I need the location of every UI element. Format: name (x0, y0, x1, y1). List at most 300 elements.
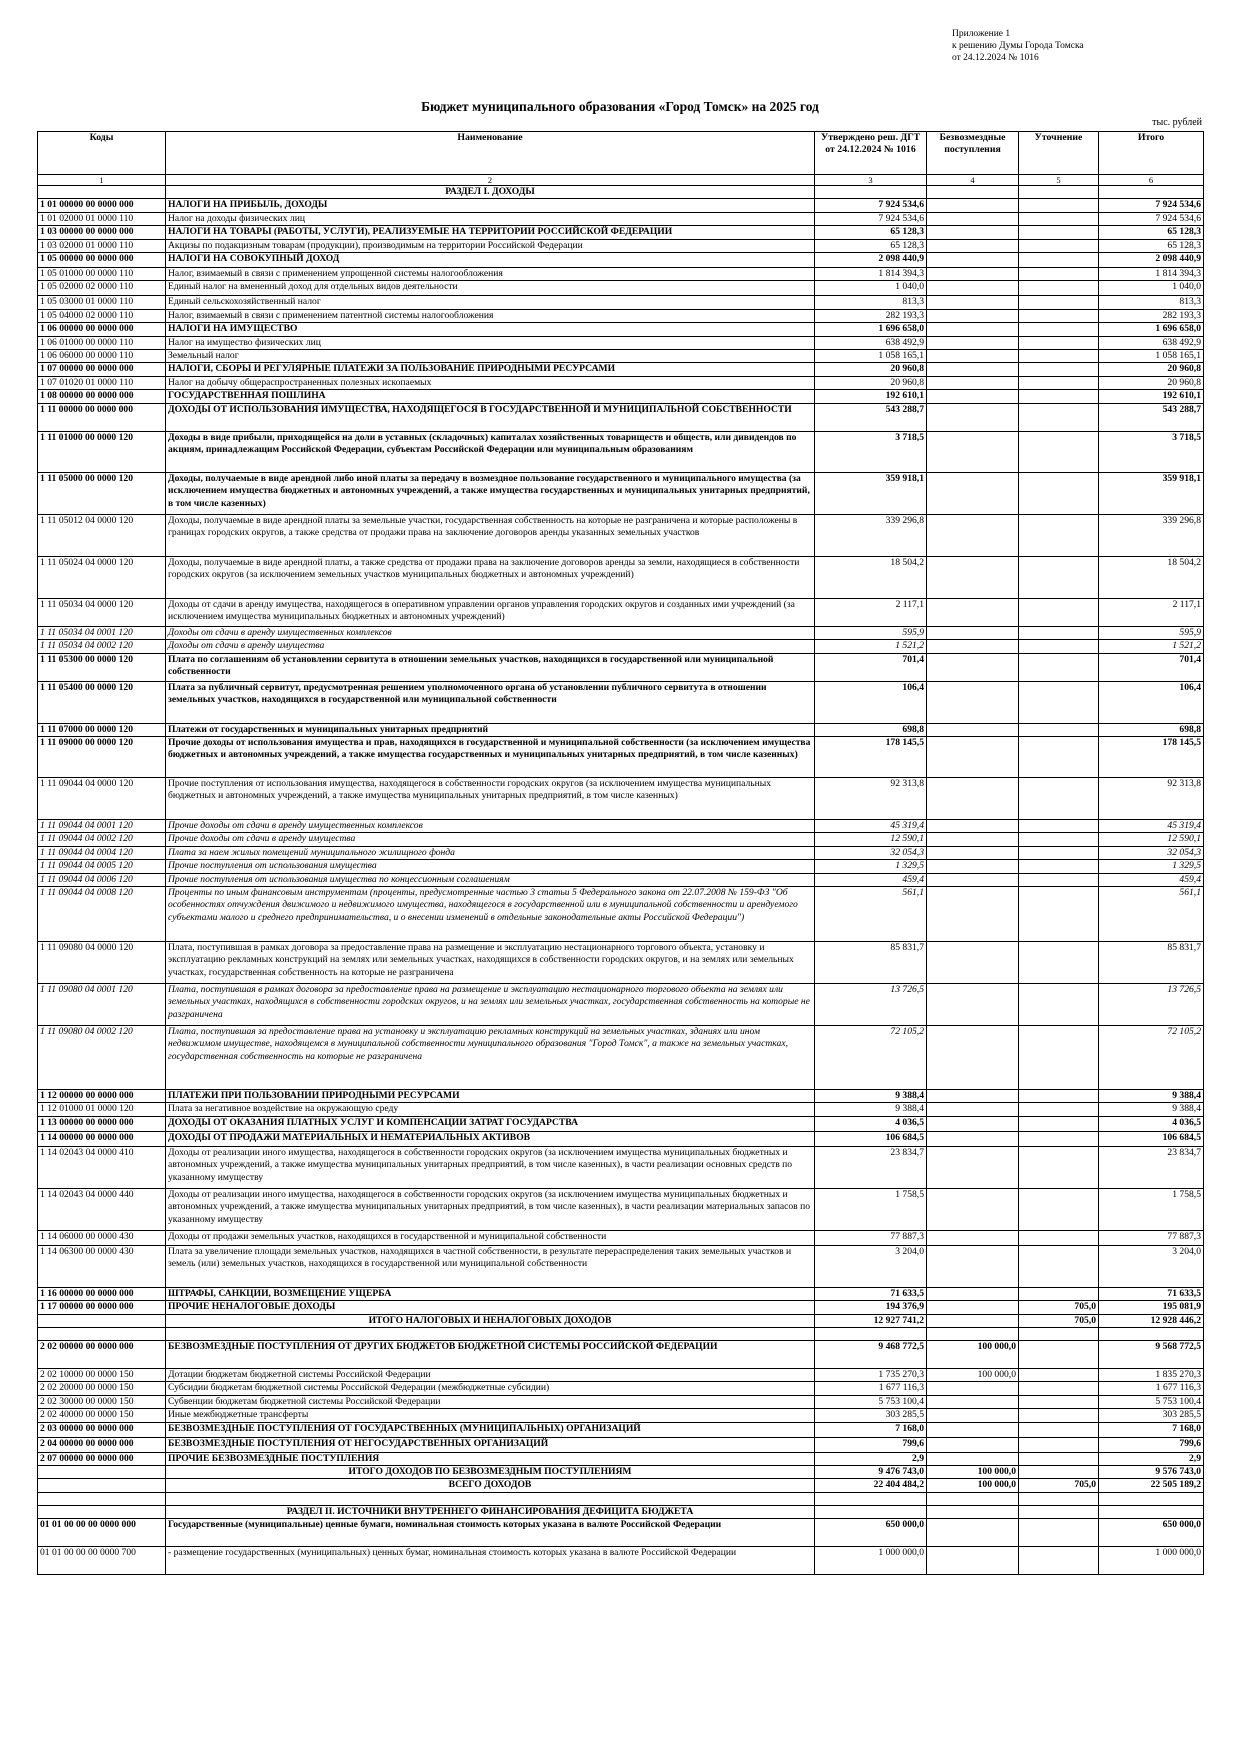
approved-cell: 543 288,7 (815, 403, 927, 431)
code-cell: 1 11 05012 04 0000 120 (38, 514, 166, 556)
clarification-cell (1019, 819, 1099, 832)
clarification-cell (1019, 472, 1099, 514)
clarification-cell (1019, 860, 1099, 873)
approved-cell: 595,9 (815, 626, 927, 639)
grants-cell (927, 1409, 1019, 1422)
approved-cell: 45 319,4 (815, 819, 927, 832)
approved-cell: 1 696 658,0 (815, 323, 927, 336)
total-cell: 13 726,5 (1099, 983, 1204, 1025)
table-row (38, 681, 1204, 723)
approved-cell: 359 918,1 (815, 472, 927, 514)
code-cell: 1 11 05034 04 0001 120 (38, 626, 166, 639)
name-cell: Государственные (муниципальные) ценные бумаги, номинальная стоимость которых указана в валюте Российской Федерации (166, 1519, 815, 1547)
table-row (38, 1089, 1204, 1102)
total-cell: 9 388,4 (1099, 1103, 1204, 1116)
name-cell: Налог на имущество физических лиц (166, 336, 815, 349)
name-cell: ВСЕГО ДОХОДОВ (166, 1479, 815, 1492)
column-number: 5 (1019, 175, 1099, 186)
approved-cell: 92 313,8 (815, 777, 927, 819)
total-cell: 106 684,5 (1099, 1131, 1204, 1146)
code-cell: 1 11 09044 04 0008 120 (38, 886, 166, 941)
table-row (38, 1452, 1204, 1465)
name-cell: Доходы, получаемые в виде арендной либо иной платы за передачу в возмездное пользование государственного и муниципального имущества (за исключением имущества бюджетных и автономных учреждений, а также имущества государственных и муниципальных унитарных предприятий, в том числе казенных) (166, 472, 815, 514)
grants-cell (927, 1422, 1019, 1437)
approved-cell: 1 677 116,3 (815, 1382, 927, 1395)
grants-cell (927, 268, 1019, 281)
name-cell: Прочие доходы от сдачи в аренду имущества (166, 833, 815, 846)
table-row (38, 886, 1204, 941)
code-cell: 1 11 09044 04 0006 120 (38, 873, 166, 886)
grants-cell (927, 363, 1019, 376)
name-cell: - размещение государственных (муниципальных) ценных бумаг, номинальная стоимость которых указана в валюте Российской Федерации (166, 1547, 815, 1575)
total-cell: 20 960,8 (1099, 376, 1204, 389)
table-row (38, 1301, 1204, 1314)
clarification-cell (1019, 556, 1099, 598)
table-row (38, 514, 1204, 556)
approved-cell: 3 718,5 (815, 431, 927, 472)
approved-cell: 1 758,5 (815, 1188, 927, 1230)
total-cell: 65 128,3 (1099, 226, 1204, 239)
total-cell: 1 000 000,0 (1099, 1547, 1204, 1575)
grants-cell (927, 1437, 1019, 1452)
code-cell: 1 11 09080 04 0000 120 (38, 941, 166, 983)
column-number: 3 (815, 175, 927, 186)
name-cell: РАЗДЕЛ I. ДОХОДЫ (166, 186, 815, 199)
clarification-cell (1019, 1382, 1099, 1395)
total-cell: 595,9 (1099, 626, 1204, 639)
name-cell: Плата, поступившая за предоставление права на установку и эксплуатацию рекламных конструкций на земельных участках, зданиях или ином недвижимом имуществе, находящемся в муниципальной собственности муниципального образования "Город Томск", а также на земельных участках, государственная собственность на которые не разграничена (166, 1025, 815, 1089)
approved-cell: 23 834,7 (815, 1146, 927, 1188)
total-cell: 1 758,5 (1099, 1188, 1204, 1230)
name-cell: Плата, поступившая в рамках договора за предоставление права на размещение и эксплуатацию нестационарного торгового объекта, установку и эксплуатацию рекламных конструкций на землях или земельных участках, находящихся в собственности городских округов, и на землях или земельных участках, государственная собственность на которые не разграничена (166, 941, 815, 983)
name-cell: ПРОЧИЕ НЕНАЛОГОВЫЕ ДОХОДЫ (166, 1301, 815, 1314)
total-cell: 3 204,0 (1099, 1245, 1204, 1287)
grants-cell (927, 556, 1019, 598)
grants-cell (927, 833, 1019, 846)
grants-cell (927, 281, 1019, 296)
table-row (38, 253, 1204, 268)
table-row (38, 323, 1204, 336)
grants-cell (927, 431, 1019, 472)
grants-cell: 100 000,0 (927, 1466, 1019, 1479)
approved-cell: 561,1 (815, 886, 927, 941)
clarification-cell (1019, 1395, 1099, 1408)
name-cell: ИТОГО ДОХОДОВ ПО БЕЗВОЗМЕЗДНЫМ ПОСТУПЛЕНИЯМ (166, 1466, 815, 1479)
approved-cell: 192 610,1 (815, 390, 927, 403)
clarification-cell (1019, 1025, 1099, 1089)
column-number: 6 (1099, 175, 1204, 186)
grants-cell (927, 681, 1019, 723)
approved-cell: 106,4 (815, 681, 927, 723)
approved-cell: 7 924 534,6 (815, 212, 927, 225)
name-cell: Дотации бюджетам бюджетной системы Российской Федерации (166, 1368, 815, 1381)
header-approved: Утверждено реш. ДГТ от 24.12.2024 № 1016 (815, 132, 927, 175)
approved-cell: 282 193,3 (815, 309, 927, 322)
total-cell: 1 696 658,0 (1099, 323, 1204, 336)
clarification-cell (1019, 626, 1099, 639)
clarification-cell (1019, 1340, 1099, 1368)
table-row (38, 1188, 1204, 1230)
grants-cell (927, 212, 1019, 225)
table-row (38, 281, 1204, 296)
code-cell: 1 06 06000 00 0000 110 (38, 350, 166, 363)
table-row (38, 1479, 1204, 1492)
total-cell: 12 590,1 (1099, 833, 1204, 846)
approved-cell: 2 098 440,9 (815, 253, 927, 268)
table-row (38, 1230, 1204, 1245)
code-cell: 1 11 09080 04 0001 120 (38, 983, 166, 1025)
name-cell: Акцизы по подакцизным товарам (продукции), производимым на территории Российской Федерации (166, 239, 815, 252)
grants-cell (927, 723, 1019, 736)
total-cell: 92 313,8 (1099, 777, 1204, 819)
total-cell: 7 924 534,6 (1099, 199, 1204, 212)
grants-cell (927, 1188, 1019, 1230)
approved-cell: 65 128,3 (815, 226, 927, 239)
clarification-cell (1019, 1492, 1099, 1505)
approved-cell: 106 684,5 (815, 1131, 927, 1146)
clarification-cell (1019, 281, 1099, 296)
total-cell: 638 492,9 (1099, 336, 1204, 349)
code-cell: 1 06 01000 00 0000 110 (38, 336, 166, 349)
clarification-cell (1019, 253, 1099, 268)
grants-cell (927, 1245, 1019, 1287)
name-cell: Доходы от сдачи в аренду имущественных комплексов (166, 626, 815, 639)
total-cell (1099, 1492, 1204, 1505)
name-cell: ИТОГО НАЛОГОВЫХ И НЕНАЛОГОВЫХ ДОХОДОВ (166, 1314, 815, 1327)
name-cell: Плата за увеличение площади земельных участков, находящихся в частной собственности, в результате перераспределения таких земельных участков и земель (или) земельных участков, находящихся в государственной или муниципальной собственности (166, 1245, 815, 1287)
code-cell: 1 05 04000 02 0000 110 (38, 309, 166, 322)
header-codes: Коды (38, 132, 166, 175)
code-cell: 2 04 00000 00 0000 000 (38, 1437, 166, 1452)
table-row (38, 1327, 1204, 1340)
approved-cell: 18 504,2 (815, 556, 927, 598)
table-row (38, 376, 1204, 389)
table-row (38, 1505, 1204, 1518)
name-cell: Плата по соглашениям об установлении сервитута в отношении земельных участков, находящихся в государственной или муниципальной собственности (166, 653, 815, 681)
grants-cell: 100 000,0 (927, 1479, 1019, 1492)
total-cell: 2 117,1 (1099, 598, 1204, 626)
table-row (38, 1437, 1204, 1452)
total-cell: 799,6 (1099, 1437, 1204, 1452)
code-cell: 1 01 02000 01 0000 110 (38, 212, 166, 225)
total-cell: 459,4 (1099, 873, 1204, 886)
grants-cell (927, 777, 1019, 819)
table-row (38, 1146, 1204, 1188)
code-cell: 1 14 02043 04 0000 410 (38, 1146, 166, 1188)
name-cell: РАЗДЕЛ II. ИСТОЧНИКИ ВНУТРЕННЕГО ФИНАНСИРОВАНИЯ ДЕФИЦИТА БЮДЖЕТА (166, 1505, 815, 1518)
grants-cell (927, 1287, 1019, 1300)
approved-cell: 1 329,5 (815, 860, 927, 873)
grants-cell (927, 390, 1019, 403)
code-cell: 01 01 00 00 00 0000 700 (38, 1547, 166, 1575)
clarification-cell: 705,0 (1019, 1479, 1099, 1492)
clarification-cell (1019, 1089, 1099, 1102)
name-cell: Плата за публичный сервитут, предусмотренная решением уполномоченного органа об установлении публичного сервитута в отношении земельных участков, находящихся в государственной или муниципальной собственности (166, 681, 815, 723)
name-cell: Доходы в виде прибыли, приходящейся на доли в уставных (складочных) капиталах хозяйственных товариществ и обществ, или дивидендов по акциям, принадлежащим Российской Федерации, субъектам Российской Федерации или муниципальным образованиям (166, 431, 815, 472)
grants-cell (927, 846, 1019, 859)
code-cell: 1 11 09044 04 0005 120 (38, 860, 166, 873)
table-row (38, 1103, 1204, 1116)
grants-cell (927, 309, 1019, 322)
clarification-cell (1019, 1230, 1099, 1245)
total-cell: 1 040,0 (1099, 281, 1204, 296)
clarification-cell (1019, 1327, 1099, 1340)
total-cell: 192 610,1 (1099, 390, 1204, 403)
table-row (38, 941, 1204, 983)
grants-cell (927, 1230, 1019, 1245)
table-row (38, 1409, 1204, 1422)
clarification-cell: 705,0 (1019, 1301, 1099, 1314)
approved-cell: 72 105,2 (815, 1025, 927, 1089)
approved-cell: 85 831,7 (815, 941, 927, 983)
column-number: 1 (38, 175, 166, 186)
grants-cell (927, 1395, 1019, 1408)
code-cell: 01 01 00 00 00 0000 000 (38, 1519, 166, 1547)
grants-cell (927, 1519, 1019, 1547)
total-cell: 1 814 394,3 (1099, 268, 1204, 281)
grants-cell (927, 376, 1019, 389)
grants-cell (927, 472, 1019, 514)
total-cell: 701,4 (1099, 653, 1204, 681)
code-cell: 1 12 01000 01 0000 120 (38, 1103, 166, 1116)
code-cell: 1 14 02043 04 0000 440 (38, 1188, 166, 1230)
approved-cell: 178 145,5 (815, 736, 927, 777)
grants-cell (927, 403, 1019, 431)
code-cell: 1 05 00000 00 0000 000 (38, 253, 166, 268)
table-row (38, 723, 1204, 736)
total-cell: 22 505 189,2 (1099, 1479, 1204, 1492)
table-row (38, 1131, 1204, 1146)
total-cell: 7 924 534,6 (1099, 212, 1204, 225)
total-cell: 2,9 (1099, 1452, 1204, 1465)
clarification-cell (1019, 1146, 1099, 1188)
name-cell: Прочие доходы от сдачи в аренду имущественных комплексов (166, 819, 815, 832)
name-cell: ДОХОДЫ ОТ ПРОДАЖИ МАТЕРИАЛЬНЫХ И НЕМАТЕРИАЛЬНЫХ АКТИВОВ (166, 1131, 815, 1146)
total-cell: 4 036,5 (1099, 1116, 1204, 1131)
grants-cell (927, 983, 1019, 1025)
table-row (38, 1340, 1204, 1368)
name-cell: Субсидии бюджетам бюджетной системы Российской Федерации (межбюджетные субсидии) (166, 1382, 815, 1395)
code-cell: 1 07 01020 01 0000 110 (38, 376, 166, 389)
clarification-cell (1019, 736, 1099, 777)
table-row (38, 736, 1204, 777)
approved-cell: 813,3 (815, 296, 927, 309)
code-cell: 1 01 00000 00 0000 000 (38, 199, 166, 212)
header-clarification: Уточнение (1019, 132, 1099, 175)
name-cell: Прочие поступления от использования имущества (166, 860, 815, 873)
code-cell: 2 02 20000 00 0000 150 (38, 1382, 166, 1395)
code-cell: 1 05 02000 02 0000 110 (38, 281, 166, 296)
table-row (38, 226, 1204, 239)
approved-cell: 1 040,0 (815, 281, 927, 296)
code-cell: 1 08 00000 00 0000 000 (38, 390, 166, 403)
clarification-cell (1019, 1547, 1099, 1575)
code-cell: 1 05 03000 01 0000 110 (38, 296, 166, 309)
table-row (38, 403, 1204, 431)
approved-cell: 9 388,4 (815, 1089, 927, 1102)
name-cell: Плата, поступившая в рамках договора за предоставление права на размещение и эксплуатацию нестационарного торгового объекта на землях или земельных участках, находящихся в собственности городских округов, и на землях или земельных участках, государственная собственность на которые не разграничена (166, 983, 815, 1025)
header-total: Итого (1099, 132, 1204, 175)
code-cell (38, 1492, 166, 1505)
name-cell: ГОСУДАРСТВЕННАЯ ПОШЛИНА (166, 390, 815, 403)
header-name: Наименование (166, 132, 815, 175)
code-cell: 2 02 10000 00 0000 150 (38, 1368, 166, 1381)
name-cell: ШТРАФЫ, САНКЦИИ, ВОЗМЕЩЕНИЕ УЩЕРБА (166, 1287, 815, 1300)
code-cell: 1 13 00000 00 0000 000 (38, 1116, 166, 1131)
code-cell: 1 16 00000 00 0000 000 (38, 1287, 166, 1300)
table-row (38, 268, 1204, 281)
name-cell: ПЛАТЕЖИ ПРИ ПОЛЬЗОВАНИИ ПРИРОДНЫМИ РЕСУРСАМИ (166, 1089, 815, 1102)
approved-cell (815, 1492, 927, 1505)
total-cell: 65 128,3 (1099, 239, 1204, 252)
clarification-cell (1019, 1409, 1099, 1422)
table-row (38, 350, 1204, 363)
grants-cell (927, 226, 1019, 239)
approved-cell: 1 814 394,3 (815, 268, 927, 281)
column-numbers-row (38, 175, 1204, 186)
grants-cell (927, 1103, 1019, 1116)
total-cell (1099, 186, 1204, 199)
code-cell: 1 11 09044 04 0002 120 (38, 833, 166, 846)
approved-cell: 4 036,5 (815, 1116, 927, 1131)
grants-cell (927, 239, 1019, 252)
total-cell: 698,8 (1099, 723, 1204, 736)
total-cell: 45 319,4 (1099, 819, 1204, 832)
name-cell: Доходы от реализации иного имущества, находящегося в собственности городских округов (за исключением имущества муниципальных бюджетных и автономных учреждений, а также имущества муниципальных унитарных предприятий, в том числе казенных), в части реализации материальных запасов по указанному имуществу (166, 1188, 815, 1230)
table-row (38, 1492, 1204, 1505)
clarification-cell (1019, 212, 1099, 225)
clarification-cell (1019, 336, 1099, 349)
total-cell: 9 576 743,0 (1099, 1466, 1204, 1479)
table-row (38, 1466, 1204, 1479)
clarification-cell (1019, 1116, 1099, 1131)
table-row (38, 199, 1204, 212)
approved-cell: 71 633,5 (815, 1287, 927, 1300)
table-row (38, 1382, 1204, 1395)
grants-cell (927, 653, 1019, 681)
name-cell: БЕЗВОЗМЕЗДНЫЕ ПОСТУПЛЕНИЯ ОТ ДРУГИХ БЮДЖЕТОВ БЮДЖЕТНОЙ СИСТЕМЫ РОССИЙСКОЙ ФЕДЕРАЦИИ (166, 1340, 815, 1368)
approved-cell: 9 476 743,0 (815, 1466, 927, 1479)
code-cell: 1 05 01000 00 0000 110 (38, 268, 166, 281)
clarification-cell (1019, 1466, 1099, 1479)
name-cell: Доходы, получаемые в виде арендной платы, а также средства от продажи права на заключение договоров аренды за земли, находящиеся в собственности городских округов (за исключением земельных участков муниципальных бюджетных и автономных учреждений) (166, 556, 815, 598)
total-cell: 7 168,0 (1099, 1422, 1204, 1437)
approved-cell: 12 927 741,2 (815, 1314, 927, 1327)
clarification-cell (1019, 1505, 1099, 1518)
approved-cell: 339 296,8 (815, 514, 927, 556)
name-cell: Прочие поступления от использования имущества, находящегося в собственности городских округов (за исключением имущества муниципальных бюджетных и автономных учреждений, а также имущества муниципальных унитарных предприятий, в том числе казенных) (166, 777, 815, 819)
name-cell: Единый налог на вмененный доход для отдельных видов деятельности (166, 281, 815, 296)
code-cell: 1 06 00000 00 0000 000 (38, 323, 166, 336)
name-cell (166, 1492, 815, 1505)
total-cell: 20 960,8 (1099, 363, 1204, 376)
total-cell: 1 521,2 (1099, 640, 1204, 653)
name-cell: ДОХОДЫ ОТ ОКАЗАНИЯ ПЛАТНЫХ УСЛУГ И КОМПЕНСАЦИИ ЗАТРАТ ГОСУДАРСТВА (166, 1116, 815, 1131)
total-cell: 178 145,5 (1099, 736, 1204, 777)
table-row (38, 1025, 1204, 1089)
table-row (38, 1245, 1204, 1287)
grants-cell (927, 199, 1019, 212)
code-cell (38, 186, 166, 199)
table-row (38, 296, 1204, 309)
approved-cell: 65 128,3 (815, 239, 927, 252)
total-cell: 543 288,7 (1099, 403, 1204, 431)
code-cell: 1 11 05024 04 0000 120 (38, 556, 166, 598)
code-cell: 2 02 30000 00 0000 150 (38, 1395, 166, 1408)
table-row (38, 336, 1204, 349)
approved-cell: 799,6 (815, 1437, 927, 1452)
table-row (38, 833, 1204, 846)
code-cell: 2 03 00000 00 0000 000 (38, 1422, 166, 1437)
clarification-cell (1019, 777, 1099, 819)
approved-cell: 650 000,0 (815, 1519, 927, 1547)
approved-cell: 32 054,3 (815, 846, 927, 859)
grants-cell (927, 598, 1019, 626)
code-cell: 1 11 05034 04 0000 120 (38, 598, 166, 626)
code-cell: 1 11 09044 04 0001 120 (38, 819, 166, 832)
code-cell: 1 11 05300 00 0000 120 (38, 653, 166, 681)
grants-cell (927, 323, 1019, 336)
code-cell: 2 02 00000 00 0000 000 (38, 1340, 166, 1368)
total-cell: 813,3 (1099, 296, 1204, 309)
code-cell: 1 03 00000 00 0000 000 (38, 226, 166, 239)
table-row (38, 1395, 1204, 1408)
code-cell (38, 1327, 166, 1340)
grants-cell (927, 886, 1019, 941)
name-cell: НАЛОГИ НА ТОВАРЫ (РАБОТЫ, УСЛУГИ), РЕАЛИЗУЕМЫЕ НА ТЕРРИТОРИИ РОССИЙСКОЙ ФЕДЕРАЦИИ (166, 226, 815, 239)
name-cell: Доходы от сдачи в аренду имущества (166, 640, 815, 653)
name-cell: Платежи от государственных и муниципальных унитарных предприятий (166, 723, 815, 736)
clarification-cell (1019, 1422, 1099, 1437)
total-cell: 71 633,5 (1099, 1287, 1204, 1300)
approved-cell: 7 168,0 (815, 1422, 927, 1437)
name-cell (166, 1327, 815, 1340)
code-cell: 1 14 06000 00 0000 430 (38, 1230, 166, 1245)
annex-line-3: от 24.12.2024 № 1016 (952, 53, 1039, 63)
total-cell: 12 928 446,2 (1099, 1314, 1204, 1327)
clarification-cell (1019, 983, 1099, 1025)
grants-cell (927, 640, 1019, 653)
code-cell: 1 03 02000 01 0000 110 (38, 239, 166, 252)
table-row (38, 1116, 1204, 1131)
grants-cell (927, 941, 1019, 983)
grants-cell (927, 336, 1019, 349)
code-cell: 1 14 06300 00 0000 430 (38, 1245, 166, 1287)
name-cell: Налог, взимаемый в связи с применением упрощенной системы налогообложения (166, 268, 815, 281)
table-row (38, 390, 1204, 403)
table-row (38, 556, 1204, 598)
name-cell: Прочие доходы от использования имущества и прав, находящихся в государственной и муниципальной собственности (за исключением имущества бюджетных и автономных учреждений, а также имущества государственных и муниципальных унитарных предприятий, в том числе казенных) (166, 736, 815, 777)
table-row (38, 1547, 1204, 1575)
annex-line-1: Приложение 1 (952, 29, 1011, 39)
grants-cell (927, 186, 1019, 199)
approved-cell: 1 000 000,0 (815, 1547, 927, 1575)
code-cell: 1 07 00000 00 0000 000 (38, 363, 166, 376)
clarification-cell (1019, 886, 1099, 941)
table-row (38, 1368, 1204, 1381)
total-cell: 1 329,5 (1099, 860, 1204, 873)
table-row (38, 212, 1204, 225)
approved-cell: 698,8 (815, 723, 927, 736)
clarification-cell (1019, 1188, 1099, 1230)
clarification-cell (1019, 226, 1099, 239)
approved-cell: 5 753 100,4 (815, 1395, 927, 1408)
table-row (38, 431, 1204, 472)
approved-cell: 7 924 534,6 (815, 199, 927, 212)
column-number: 4 (927, 175, 1019, 186)
grants-cell (927, 1025, 1019, 1089)
clarification-cell (1019, 1437, 1099, 1452)
